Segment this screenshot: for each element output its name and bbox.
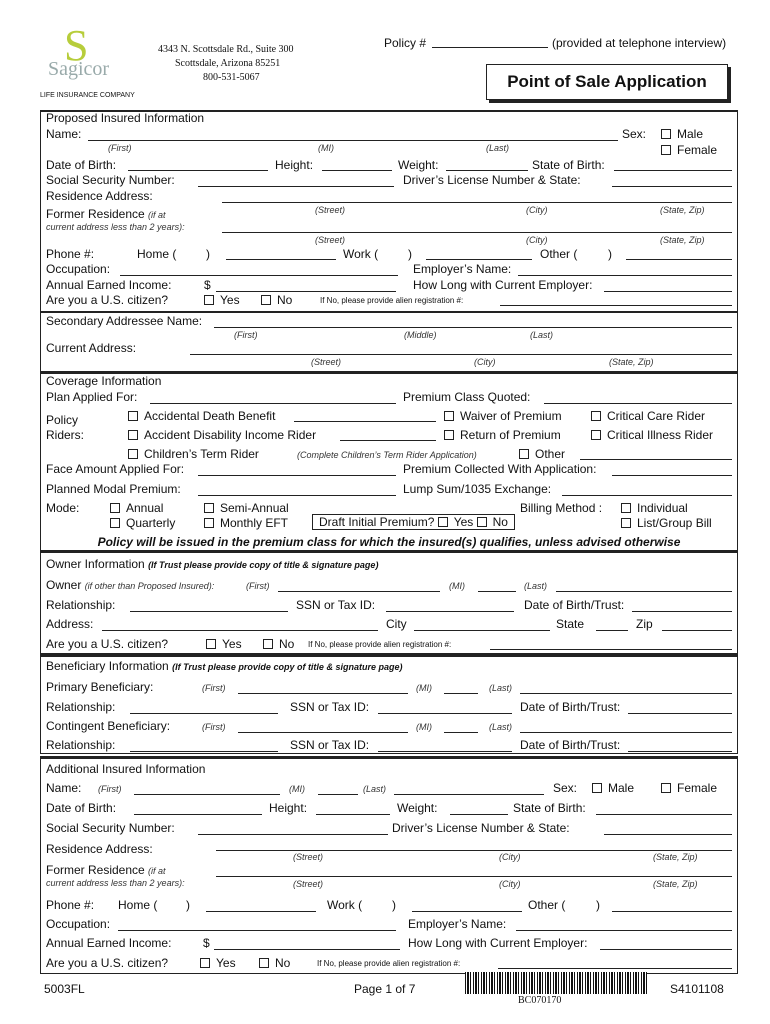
- home-phone-label: Home (: [137, 247, 177, 261]
- height-field[interactable]: [322, 170, 392, 171]
- current-address-field[interactable]: [190, 354, 732, 355]
- state-birth-field[interactable]: [614, 170, 732, 171]
- work-phone-field[interactable]: [426, 259, 532, 260]
- contingent-relationship-field[interactable]: [130, 751, 278, 752]
- dob-trust-label: Date of Birth/Trust:: [524, 598, 625, 612]
- name-field[interactable]: [88, 140, 618, 141]
- city-hint: (City): [526, 235, 548, 245]
- add-residence-label: Residence Address:: [46, 842, 153, 856]
- add-sex-female-checkbox[interactable]: Female: [661, 781, 717, 795]
- mi-hint: (MI): [449, 581, 465, 591]
- owner-zip-label: Zip: [636, 617, 653, 631]
- add-height-label: Height:: [269, 801, 308, 815]
- contingent-mi-field[interactable]: [444, 732, 478, 733]
- mi-hint: (MI): [416, 683, 432, 693]
- add-dl-field[interactable]: [604, 834, 732, 835]
- policy-label: Policy: [46, 413, 79, 427]
- paren: ): [392, 898, 396, 912]
- paren: ): [608, 247, 612, 261]
- citizen-yes-checkbox[interactable]: Yes: [204, 293, 240, 307]
- billing-method-label: Billing Method :: [520, 501, 603, 515]
- paren: ): [596, 898, 600, 912]
- work-phone-label: Work (: [343, 247, 379, 261]
- state-zip-hint: (State, Zip): [660, 235, 705, 245]
- phone-label: Phone #:: [46, 247, 95, 261]
- owner-citizen-yes-checkbox[interactable]: Yes: [206, 637, 242, 651]
- add-employer-field[interactable]: [516, 930, 732, 931]
- alien-label: If No, please provide alien registration #:: [320, 296, 464, 305]
- primary-ssn-label: SSN or Tax ID:: [290, 700, 370, 714]
- alien-field[interactable]: [500, 305, 732, 306]
- middle-hint: (Middle): [404, 330, 437, 340]
- add-mi-field[interactable]: [318, 794, 358, 795]
- contingent-dob-label: Date of Birth/Trust:: [520, 738, 621, 752]
- add-sex-male-checkbox[interactable]: Male: [592, 781, 634, 795]
- owner-label: Owner (if other than Proposed Insured):: [46, 578, 215, 592]
- contingent-first-field[interactable]: [238, 732, 408, 733]
- employer-label: Employer’s Name:: [413, 262, 512, 276]
- last-hint: (Last): [489, 683, 513, 693]
- primary-first-field[interactable]: [238, 693, 408, 694]
- barcode-text: BC070170: [518, 995, 562, 1006]
- first-hint: (First): [108, 143, 132, 153]
- plan-field[interactable]: [150, 403, 396, 404]
- street-hint: (Street): [315, 205, 346, 215]
- last-hint: (Last): [524, 581, 548, 591]
- add-other-phone-field[interactable]: [612, 911, 732, 912]
- critical-illness-checkbox[interactable]: Critical Illness Rider: [591, 428, 713, 442]
- add-ssn-label: Social Security Number:: [46, 821, 175, 835]
- former-residence-note: current address less than 2 years):: [46, 222, 185, 232]
- secondary-name-field[interactable]: [214, 327, 732, 328]
- add-income-field[interactable]: [214, 949, 400, 950]
- add-state-birth-field[interactable]: [596, 814, 732, 815]
- owner-zip-field[interactable]: [662, 630, 732, 631]
- add-income-label: Annual Earned Income:: [46, 936, 172, 950]
- sex-label: Sex:: [622, 127, 647, 141]
- dob-trust-field[interactable]: [632, 611, 732, 612]
- mode-quarterly-checkbox[interactable]: Quarterly: [110, 516, 175, 530]
- weight-field[interactable]: [446, 170, 528, 171]
- city-hint: (City): [474, 357, 496, 367]
- add-work-phone-field[interactable]: [412, 911, 522, 912]
- primary-ssn-field[interactable]: [378, 713, 512, 714]
- company-subtitle: LIFE INSURANCE COMPANY: [40, 92, 135, 99]
- owner-first-field[interactable]: [278, 591, 440, 592]
- other-rider-checkbox[interactable]: Other: [519, 447, 565, 461]
- policy-number-field[interactable]: [432, 47, 548, 48]
- mode-annual-checkbox[interactable]: Annual: [110, 501, 163, 515]
- add-alien-field[interactable]: [498, 968, 732, 969]
- owner-alien-label: If No, please provide alien registration #:: [308, 640, 452, 649]
- contingent-relationship-label: Relationship:: [46, 738, 116, 752]
- add-citizen-label: Are you a U.S. citizen?: [46, 956, 169, 970]
- owner-address-field[interactable]: [102, 630, 378, 631]
- section-title: Additional Insured Information: [46, 762, 206, 776]
- add-dl-label: Driver’s License Number & State:: [392, 821, 570, 835]
- premium-collected-label: Premium Collected With Application:: [403, 462, 597, 476]
- contingent-ssn-label: SSN or Tax ID:: [290, 738, 370, 752]
- owner-last-field[interactable]: [556, 591, 732, 592]
- how-long-field[interactable]: [604, 291, 732, 292]
- primary-dob-field[interactable]: [628, 713, 732, 714]
- last-hint: (Last): [486, 143, 510, 153]
- city-hint: (City): [526, 205, 548, 215]
- premium-class-label: Premium Class Quoted:: [403, 390, 531, 404]
- street-hint: (Street): [311, 357, 342, 367]
- last-hint: (Last): [530, 330, 554, 340]
- draft-no-checkbox[interactable]: [477, 517, 487, 527]
- beneficiary-heading: Beneficiary Information (If Trust please provide copy of title & signature page): [46, 659, 403, 673]
- state-zip-hint: (State, Zip): [653, 879, 698, 889]
- owner-citizen-label: Are you a U.S. citizen?: [46, 637, 169, 651]
- ssn-field[interactable]: [198, 186, 394, 187]
- contingent-last-field[interactable]: [520, 732, 732, 733]
- city-hint: (City): [499, 852, 521, 862]
- adb-field[interactable]: [294, 421, 436, 422]
- add-how-long-field[interactable]: [600, 949, 732, 950]
- first-hint: (First): [202, 683, 226, 693]
- add-how-long-label: How Long with Current Employer:: [408, 936, 588, 950]
- document-code: S4101108: [670, 982, 724, 996]
- add-former-note: current address less than 2 years):: [46, 878, 185, 888]
- income-label: Annual Earned Income:: [46, 278, 172, 292]
- name-label: Name:: [46, 127, 82, 141]
- mi-hint: (MI): [289, 784, 305, 794]
- ssn-tax-label: SSN or Tax ID:: [296, 598, 376, 612]
- add-sex-label: Sex:: [553, 781, 578, 795]
- add-occupation-label: Occupation:: [46, 917, 111, 931]
- sex-female-checkbox[interactable]: Female: [661, 143, 717, 157]
- height-label: Height:: [275, 158, 314, 172]
- add-former-residence-label: Former Residence (if at: [46, 863, 166, 877]
- add-home-phone-field[interactable]: [206, 911, 316, 912]
- city-hint: (City): [499, 879, 521, 889]
- mi-hint: (MI): [318, 143, 334, 153]
- owner-city-field[interactable]: [414, 630, 550, 631]
- rop-checkbox[interactable]: Return of Premium: [444, 428, 561, 442]
- address-line-1: 4343 N. Scottsdale Rd., Suite 300: [158, 44, 294, 55]
- add-citizen-yes-checkbox[interactable]: Yes: [200, 956, 236, 970]
- first-hint: (First): [202, 722, 226, 732]
- child-rider-checkbox[interactable]: Children’s Term Rider: [128, 447, 259, 461]
- add-dob-field[interactable]: [134, 814, 262, 815]
- page-number: Page 1 of 7: [354, 982, 416, 996]
- add-alien-label: If No, please provide alien registration #:: [317, 959, 461, 968]
- company-logo-icon: S: [64, 21, 89, 70]
- owner-address-label: Address:: [46, 617, 94, 631]
- adi-checkbox[interactable]: Accident Disability Income Rider: [128, 428, 316, 442]
- employer-field[interactable]: [518, 275, 732, 276]
- add-former-field[interactable]: [216, 876, 732, 877]
- adi-field[interactable]: [340, 440, 436, 441]
- address-line-2: Scottsdale, Arizona 85251: [175, 58, 281, 69]
- residence-label: Residence Address:: [46, 189, 153, 203]
- paren: ): [206, 247, 210, 261]
- relationship-field[interactable]: [130, 611, 288, 612]
- contingent-beneficiary-label: Contingent Beneficiary:: [46, 719, 171, 733]
- billing-individual-checkbox[interactable]: Individual: [621, 501, 688, 515]
- first-hint: (First): [234, 330, 258, 340]
- residence-field[interactable]: [222, 202, 732, 203]
- dl-label: Driver’s License Number & State:: [403, 173, 581, 187]
- owner-citizen-no-checkbox[interactable]: No: [263, 637, 294, 651]
- face-amount-field[interactable]: [198, 475, 396, 476]
- street-hint: (Street): [293, 879, 324, 889]
- plan-label: Plan Applied For:: [46, 390, 138, 404]
- premium-class-field[interactable]: [544, 403, 732, 404]
- section-title: Coverage Information: [46, 374, 162, 388]
- form-number: 5003FL: [44, 982, 85, 996]
- lump-sum-field[interactable]: [562, 495, 732, 496]
- add-citizen-no-checkbox[interactable]: No: [259, 956, 290, 970]
- add-residence-field[interactable]: [216, 850, 732, 851]
- secondary-name-label: Secondary Addressee Name:: [46, 314, 203, 328]
- other-rider-field[interactable]: [580, 459, 732, 460]
- add-home-phone-label: Home (: [118, 898, 158, 912]
- primary-beneficiary-label: Primary Beneficiary:: [46, 680, 154, 694]
- state-zip-hint: (State, Zip): [660, 205, 705, 215]
- primary-dob-label: Date of Birth/Trust:: [520, 700, 621, 714]
- primary-relationship-field[interactable]: [130, 713, 278, 714]
- state-birth-label: State of Birth:: [532, 158, 605, 172]
- owner-city-label: City: [386, 617, 407, 631]
- citizen-no-checkbox[interactable]: No: [261, 293, 292, 307]
- add-state-birth-label: State of Birth:: [513, 801, 586, 815]
- add-name-label: Name:: [46, 781, 82, 795]
- child-rider-note: (Complete Children’s Term Rider Application): [297, 450, 477, 460]
- primary-relationship-label: Relationship:: [46, 700, 116, 714]
- former-residence-field[interactable]: [222, 232, 732, 233]
- dob-field[interactable]: [128, 170, 268, 171]
- planned-premium-field[interactable]: [198, 495, 396, 496]
- last-hint: (Last): [489, 722, 513, 732]
- relationship-label: Relationship:: [46, 598, 116, 612]
- dollar-sign: $: [203, 936, 210, 950]
- riders-label: Riders:: [46, 428, 85, 442]
- home-phone-field[interactable]: [226, 259, 336, 260]
- add-occupation-field[interactable]: [118, 930, 396, 931]
- critical-care-checkbox[interactable]: Critical Care Rider: [591, 409, 705, 423]
- state-zip-hint: (State, Zip): [653, 852, 698, 862]
- company-phone: 800-531-5067: [203, 72, 260, 83]
- barcode-icon: [465, 972, 647, 994]
- add-weight-field[interactable]: [450, 814, 508, 815]
- other-phone-field[interactable]: [626, 259, 732, 260]
- paren: ): [408, 247, 412, 261]
- primary-last-field[interactable]: [520, 693, 732, 694]
- premium-collected-field[interactable]: [612, 475, 732, 476]
- lump-sum-label: Lump Sum/1035 Exchange:: [403, 482, 552, 496]
- wop-checkbox[interactable]: Waiver of Premium: [444, 409, 562, 423]
- billing-list-group-checkbox[interactable]: List/Group Bill: [621, 516, 712, 530]
- adb-checkbox[interactable]: Accidental Death Benefit: [128, 409, 275, 423]
- street-hint: (Street): [315, 235, 346, 245]
- weight-label: Weight:: [398, 158, 439, 172]
- section-title: Proposed Insured Information: [46, 111, 205, 125]
- policy-number-label: Policy #: [384, 36, 427, 50]
- ssn-label: Social Security Number:: [46, 173, 175, 187]
- mode-monthly-eft-checkbox[interactable]: Monthly EFT: [204, 516, 288, 530]
- first-hint: (First): [246, 581, 270, 591]
- add-phone-label: Phone #:: [46, 898, 95, 912]
- mode-label: Mode:: [46, 501, 80, 515]
- paren: ): [186, 898, 190, 912]
- ssn-tax-field[interactable]: [386, 611, 514, 612]
- add-other-phone-label: Other (: [528, 898, 566, 912]
- add-last-field[interactable]: [394, 794, 544, 795]
- owner-alien-field[interactable]: [490, 649, 732, 650]
- occupation-field[interactable]: [120, 275, 398, 276]
- premium-class-notice: Policy will be issued in the premium class for which the insured(s) qualifies, unless advised otherwise: [97, 535, 681, 549]
- draft-premium-box: Draft Initial Premium? Yes No: [312, 514, 515, 530]
- owner-mi-field[interactable]: [478, 591, 516, 592]
- face-amount-label: Face Amount Applied For:: [46, 462, 185, 476]
- state-zip-hint: (State, Zip): [609, 357, 654, 367]
- owner-heading: Owner Information (If Trust please provide copy of title & signature page): [46, 557, 379, 571]
- contingent-dob-field[interactable]: [628, 751, 732, 752]
- former-residence-label: Former Residence (if at: [46, 207, 166, 221]
- street-hint: (Street): [293, 852, 324, 862]
- policy-number-note: (provided at telephone interview): [552, 36, 727, 50]
- current-address-label: Current Address:: [46, 341, 137, 355]
- add-work-phone-label: Work (: [327, 898, 363, 912]
- add-first-field[interactable]: [134, 794, 280, 795]
- income-field[interactable]: [216, 291, 396, 292]
- how-long-label: How Long with Current Employer:: [413, 278, 593, 292]
- other-phone-label: Other (: [540, 247, 578, 261]
- citizen-label: Are you a U.S. citizen?: [46, 293, 169, 307]
- sex-male-checkbox[interactable]: Male: [661, 127, 703, 141]
- add-height-field[interactable]: [316, 814, 390, 815]
- dob-label: Date of Birth:: [46, 158, 117, 172]
- planned-premium-label: Planned Modal Premium:: [46, 482, 181, 496]
- first-hint: (First): [98, 784, 122, 794]
- last-hint: (Last): [363, 784, 387, 794]
- primary-mi-field[interactable]: [444, 693, 478, 694]
- form-title: Point of Sale Application: [486, 64, 728, 100]
- company-name: Sagicor: [48, 58, 110, 80]
- occupation-label: Occupation:: [46, 262, 111, 276]
- mi-hint: (MI): [416, 722, 432, 732]
- draft-yes-checkbox[interactable]: [438, 517, 448, 527]
- mode-semi-annual-checkbox[interactable]: Semi-Annual: [204, 501, 289, 515]
- owner-state-field[interactable]: [596, 630, 628, 631]
- contingent-ssn-field[interactable]: [378, 751, 512, 752]
- add-employer-label: Employer’s Name:: [408, 917, 507, 931]
- add-weight-label: Weight:: [397, 801, 438, 815]
- owner-state-label: State: [556, 617, 585, 631]
- dl-field[interactable]: [612, 186, 732, 187]
- add-dob-label: Date of Birth:: [46, 801, 117, 815]
- add-ssn-field[interactable]: [198, 834, 388, 835]
- dollar-sign: $: [204, 278, 211, 292]
